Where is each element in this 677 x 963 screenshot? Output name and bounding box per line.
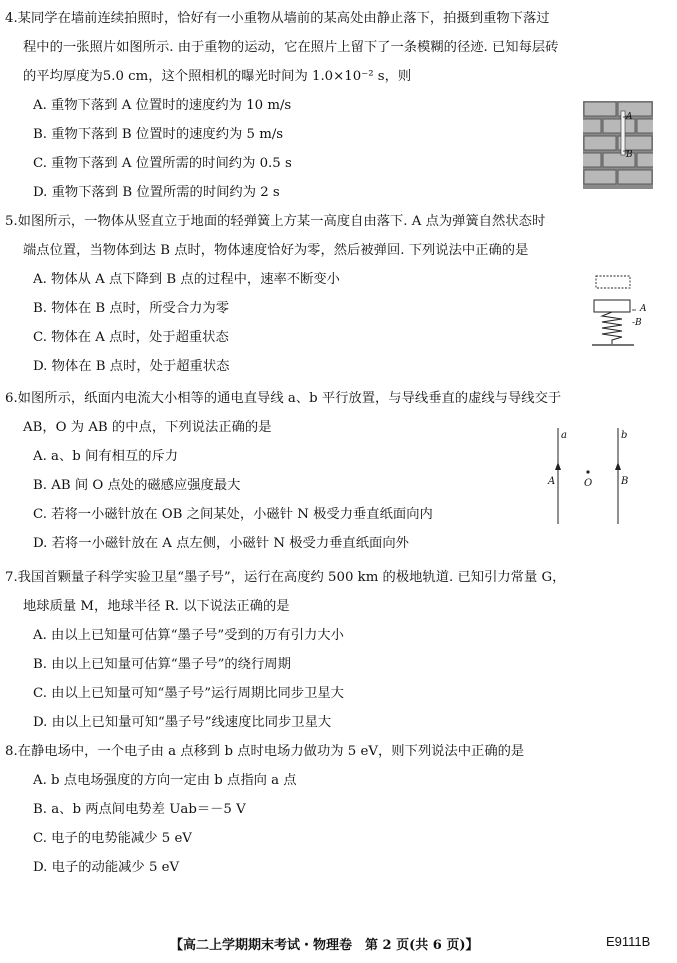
- object-box: [594, 300, 630, 312]
- q4-stem-line1: 4.某同学在墙前连续拍照时，恰好有一小重物从墙前的某高处由静止落下，拍摄到重物下落过: [5, 11, 550, 26]
- q4-label-b: B: [626, 150, 633, 160]
- spring-figure: [588, 274, 658, 352]
- wire-b-arrow: [615, 462, 621, 470]
- spring: [602, 312, 622, 344]
- question-5: [5, 207, 667, 381]
- q6-option-b: B. AB 间 O 点处的磁感应强度最大: [33, 478, 241, 493]
- q4-stem-line3: 的平均厚度为5.0 cm，这个照相机的曝光时间为 1.0×10⁻² s，则: [23, 69, 412, 84]
- q7-option-b: B. 由以上已知量可估算“墨子号”的绕行周期: [33, 657, 291, 672]
- q7-option-d: D. 由以上已知量可知“墨子号”线速度比同步卫星大: [33, 715, 332, 730]
- blur-trace: [621, 111, 625, 155]
- q4-stem-line2: 程中的一张照片如图所示. 由于重物的运动，它在照片上留下了一条模糊的径迹. 已知每层砖: [23, 40, 559, 55]
- q4-option-d: D. 重物下落到 B 位置所需的时间约为 2 s: [33, 185, 280, 200]
- q5-option-c: C. 物体在 A 点时，处于超重状态: [33, 330, 229, 345]
- q5-label-b: -B: [632, 318, 642, 328]
- question-4: [5, 4, 667, 207]
- q8-option-c: C. 电子的电势能减少 5 eV: [33, 831, 192, 846]
- q5-option-a: A. 物体从 A 点下降到 B 点的过程中，速率不断变小: [33, 272, 340, 287]
- q4-option-a: A. 重物下落到 A 位置时的速度约为 10 m/s: [33, 98, 292, 113]
- brick-wall-figure: [583, 101, 653, 189]
- q7-stem-line2: 地球质量 M，地球半径 R. 以下说法正确的是: [23, 599, 290, 614]
- q6-option-c: C. 若将一小磁针放在 OB 之间某处，小磁针 N 极受力垂直纸面向内: [33, 507, 433, 522]
- q5-stem-line1: 5.如图所示，一物体从竖直立于地面的轻弹簧上方某一高度自由落下. A 点为弹簧自然状态时: [5, 214, 546, 229]
- q4-option-c: C. 重物下落到 A 位置所需的时间约为 0.5 s: [33, 156, 292, 171]
- q6-label-B: B: [621, 476, 629, 487]
- q7-stem-line1: 7.我国首颗量子科学实验卫星“墨子号”，运行在高度约 500 km 的极地轨道. 已知引力常量 G，: [5, 570, 566, 585]
- q7-option-a: A. 由以上已知量可估算“墨子号”受到的万有引力大小: [33, 628, 344, 643]
- falling-object: [596, 276, 630, 288]
- q8-stem-line1: 8.在静电场中，一个电子由 a 点移到 b 点时电场力做功为 5 eV，则下列说法中正确的是: [5, 744, 525, 759]
- q6-label-wire-a: a: [561, 430, 567, 441]
- q6-label-O: O: [584, 478, 593, 489]
- question-8: [5, 737, 667, 882]
- q5-option-b: B. 物体在 B 点时，所受合力为零: [33, 301, 230, 316]
- q5-stem-line2: 端点位置，当物体到达 B 点时，物体速度恰好为零，然后被弹回. 下列说法中正确的是: [23, 243, 529, 258]
- q6-stem-line1: 6.如图所示，纸面内电流大小相等的通电直导线 a、b 平行放置，与导线垂直的虚线与导线交于: [5, 391, 562, 406]
- q7-option-c: C. 由以上已知量可知“墨子号”运行周期比同步卫星大: [33, 686, 344, 701]
- q5-label-a: A: [640, 304, 647, 314]
- q6-label-wire-b: b: [621, 430, 628, 441]
- footer-code: E9111B: [606, 934, 651, 949]
- q4-label-a: A: [626, 112, 633, 122]
- footer-title: 【高二上学期期末考试・物理卷 第 2 页(共 6 页)】: [170, 938, 479, 953]
- q6-label-A: A: [548, 476, 556, 487]
- q8-option-d: D. 电子的动能减少 5 eV: [33, 860, 180, 875]
- q6-option-d: D. 若将一小磁针放在 A 点左侧，小磁针 N 极受力垂直纸面向外: [33, 536, 409, 551]
- q6-option-a: A. a、b 间有相互的斥力: [33, 449, 179, 464]
- q8-option-a: A. b 点电场强度的方向一定由 b 点指向 a 点: [33, 773, 297, 788]
- q6-stem-line2: AB，O 为 AB 的中点，下列说法正确的是: [23, 420, 272, 435]
- q8-option-b: B. a、b 两点间电势差 Uab＝－5 V: [33, 802, 246, 817]
- question-7: [5, 563, 667, 737]
- q5-option-d: D. 物体在 B 点时，处于超重状态: [33, 359, 230, 374]
- point-o: [586, 470, 589, 473]
- q4-option-b: B. 重物下落到 B 位置时的速度约为 5 m/s: [33, 127, 284, 142]
- parallel-wires-figure: [540, 424, 640, 530]
- wire-a-arrow: [555, 462, 561, 470]
